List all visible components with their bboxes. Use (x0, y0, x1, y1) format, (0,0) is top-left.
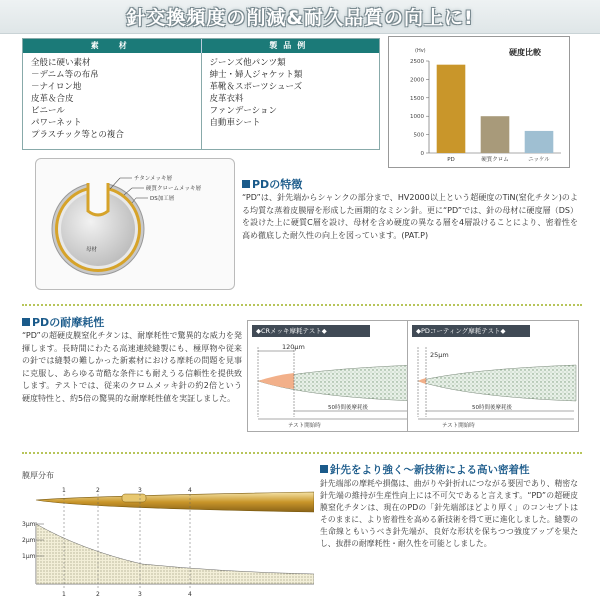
y-tick-label: 2μm (22, 537, 36, 544)
section-number: 2 (96, 591, 100, 598)
section-number: 4 (188, 487, 192, 494)
pd-feature-heading: PDの特徴 (242, 176, 302, 192)
cr-test-header: ◆CRメッキ摩耗テスト◆ (252, 325, 370, 337)
wear-heading: PDの耐摩耗性 (22, 314, 104, 330)
span-label: 50時間後摩耗後 (472, 405, 512, 411)
list-item: プラスチック等との複合 (31, 130, 124, 140)
bar (525, 131, 554, 153)
pd-feature-text: “PD”は、針先端からシャンクの部分まで、HV2000以上という超硬度のTiN(窒化チタン)のよる均質な蒸着皮膜層を形成した画期的なミシン針。更に“PD”では、針の母材に硬度層（DS）を設けた上に硬質C層を設け、母材を含め硬度の異なる層を4層設けることにより、密着性を高め徹底した耐久性の向上を図っています。(PAT.P) (242, 193, 578, 240)
materials-table (22, 38, 380, 150)
list-item: 皮革衣料 (209, 94, 244, 104)
products-col-header: 製品例 (269, 41, 312, 50)
bar (481, 116, 510, 153)
y-tick-label: 2500 (410, 59, 424, 65)
section-number: 3 (138, 487, 142, 494)
needle-cross-section-diagram (35, 158, 235, 290)
hero-banner (0, 0, 600, 34)
y-tick-label: 2000 (410, 77, 424, 84)
list-item: ファンデーション (209, 106, 277, 116)
needle-groove (88, 179, 108, 213)
list-item: 革靴＆スポーツシューズ (209, 82, 303, 92)
start-label: テスト開始時 (288, 423, 321, 429)
list-item: 皮革＆合皮 (31, 94, 74, 104)
span-label: 50時間後摩耗後 (328, 405, 368, 411)
hardness-chart (388, 36, 570, 168)
divider (22, 304, 582, 306)
pd-test-panel (407, 320, 579, 432)
list-item: 全般に硬い素材 (31, 58, 91, 68)
list-item: 自動車シート (209, 118, 261, 128)
cr-test-panel (247, 320, 419, 432)
y-tick-label: 3μm (22, 521, 36, 528)
page-title: 針交換頻度の削減&耐久品質の向上に! (126, 7, 474, 29)
materials-list (23, 53, 202, 149)
list-item: ビニール (31, 106, 65, 116)
dim-label: 25μm (430, 351, 449, 359)
label-chrome: 硬質クロームメッキ層 (146, 186, 202, 192)
y-tick-label: 1500 (410, 95, 424, 102)
list-item: －ナイロン地 (31, 82, 82, 92)
worn-tip (258, 373, 294, 389)
products-list (202, 53, 380, 149)
x-tick-label: PD (447, 157, 455, 163)
chart-title: 硬度比較 (509, 48, 541, 57)
adhesion-heading: 針先をより強く～新技術による高い密着性 (320, 462, 530, 477)
wear-text: “PD”の超硬皮膜窒化チタンは、耐摩耗性で驚異的な威力を発揮します。長時間にわたる高速連続縫製にも、極厚物や従来の針では縫製の難しかった新素材における摩耗の問題を見事に克服し、あらゆる苛酷な条件にも耐えうる信頼性を提供致します。テストでは、従来のクロムメッキ針の約2倍という硬度特性と、約5倍の驚異的な耐摩耗性値を実証しました。 (22, 331, 242, 403)
needle-illustration (36, 492, 314, 512)
hardness-chart-svg (389, 37, 571, 169)
materials-table-header (23, 39, 379, 53)
materials-col-header: 素 材 (23, 39, 202, 53)
thickness-area (36, 524, 314, 584)
cr-test-svg (248, 321, 420, 433)
start-label: テスト開始時 (442, 423, 475, 429)
dim-label: 120μm (282, 343, 305, 351)
list-item: 紳士・婦人ジャケット類 (209, 70, 303, 80)
label-base: 母材 (86, 247, 98, 253)
divider (22, 452, 582, 454)
y-tick-label: 1000 (410, 114, 424, 121)
section-number: 1 (62, 487, 66, 494)
x-tick-label: ニッケル (528, 157, 550, 163)
y-axis-label: (Hv) (415, 48, 426, 54)
section-number: 4 (188, 591, 192, 598)
section-number: 2 (96, 487, 100, 494)
section-number: 3 (138, 591, 142, 598)
list-item: －デニム等の布帛 (31, 70, 99, 80)
bar (437, 65, 466, 153)
label-titanium: チタンメッキ層 (134, 176, 173, 182)
y-tick-label: 500 (413, 132, 424, 139)
needle-eye (122, 494, 146, 502)
adhesion-text: 針先端部の摩耗や損傷は、曲がりや針折れにつながる要因であり、精密な針先端の維持が生産性向上には不可欠であると言えます。“PD”の超硬皮膜窒化チタンは、現在のPDの「針先端部ほどより厚く」のコンセプトはそのままに、より密着性を高める新技術を得て更に進化しました。縫製の生命線ともいうべき針先端が、良好な形状を保ちつつ強度アップを果たし、抜群の耐摩耗性・耐久性を可能としました。 (320, 479, 578, 548)
distribution-title: 膜厚分布 (22, 471, 54, 480)
label-ds: DS加工層 (150, 196, 175, 202)
thickness-distribution (22, 468, 314, 600)
list-item: パワーネット (31, 118, 82, 128)
worn-tip (418, 378, 426, 384)
thickness-distribution-svg (22, 468, 314, 600)
list-item: ジーンズ他パンツ類 (209, 58, 286, 68)
y-tick-label: 1μm (22, 553, 36, 560)
x-tick-label: 硬質クロム (481, 157, 509, 163)
pd-test-header: ◆PDコーティング摩耗テスト◆ (412, 325, 530, 337)
cross-section-svg (36, 159, 236, 291)
pd-test-svg (408, 321, 580, 433)
y-tick-label: 0 (420, 151, 424, 157)
needle-shape (418, 365, 576, 401)
section-number: 1 (62, 591, 66, 598)
